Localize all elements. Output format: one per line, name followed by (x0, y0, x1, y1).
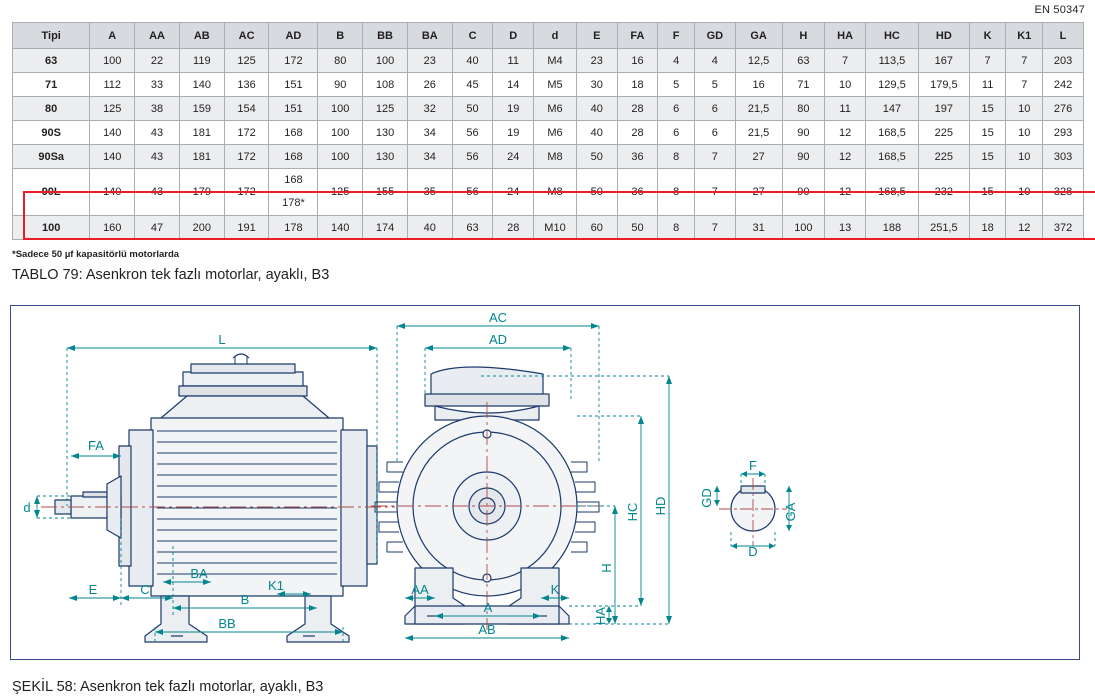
table-cell: M8 (534, 145, 577, 169)
table-cell: 168 (269, 145, 318, 169)
table-cell: 276 (1043, 97, 1084, 121)
table-cell: 7 (825, 49, 866, 73)
table-cell: 232 (918, 169, 969, 216)
table-cell: 90 (782, 121, 825, 145)
table-cell: 21,5 (735, 97, 782, 121)
table-cell: 10 (1006, 145, 1043, 169)
table-cell: 12 (825, 121, 866, 145)
table-cell: 71 (782, 73, 825, 97)
table-cell: 179,5 (918, 73, 969, 97)
table-cell: 151 (269, 73, 318, 97)
table-cell: 8 (658, 169, 695, 216)
dim-label-AD: AD (488, 332, 508, 347)
table-cell: 36 (617, 169, 658, 216)
table-cell: 100 (90, 49, 135, 73)
table-cell: 140 (318, 216, 363, 240)
table-header-ba: BA (407, 23, 452, 49)
table-row (13, 97, 1084, 121)
table-header-aa: AA (135, 23, 180, 49)
table-row (13, 169, 1084, 216)
table-header-ac: AC (224, 23, 269, 49)
table-cell: 60 (576, 216, 617, 240)
table-cell: M6 (534, 121, 577, 145)
table-cell: 19 (493, 121, 534, 145)
dim-label-HD: HD (653, 496, 668, 516)
table-cell: 47 (135, 216, 180, 240)
table-cell: 63 (782, 49, 825, 73)
table-cell: 140 (179, 73, 224, 97)
table-header-hd: HD (918, 23, 969, 49)
table-cell-type: 80 (13, 97, 90, 121)
table-header-k1: K1 (1006, 23, 1043, 49)
table-cell: 13 (825, 216, 866, 240)
table-cell-type: 90L (13, 169, 90, 216)
table-header-d: d (534, 23, 577, 49)
table-cell: 191 (224, 216, 269, 240)
dim-label-BA: BA (190, 566, 208, 581)
table-cell: 15 (969, 121, 1006, 145)
table-cell: 22 (135, 49, 180, 73)
table-cell: 30 (576, 73, 617, 97)
table-cell: 130 (363, 145, 408, 169)
technical-drawing-figure (10, 305, 1080, 660)
table-cell: 90 (782, 169, 825, 216)
table-cell: 125 (318, 169, 363, 216)
table-cell: 140 (90, 121, 135, 145)
table-cell: 125 (90, 97, 135, 121)
table-cell: 4 (658, 49, 695, 73)
table-cell: 23 (407, 49, 452, 73)
table-cell: 100 (363, 49, 408, 73)
table-cell: 8 (658, 216, 695, 240)
table-header-ab: AB (179, 23, 224, 49)
table-cell-type: 90S (13, 121, 90, 145)
table-cell: 100 (318, 121, 363, 145)
table-cell: 6 (658, 97, 695, 121)
table-cell: 6 (694, 97, 735, 121)
table-header-e: E (576, 23, 617, 49)
dim-label-F: F (749, 458, 757, 473)
table-cell: 112 (90, 73, 135, 97)
table-cell: 40 (576, 97, 617, 121)
dim-label-GD: GD (699, 488, 714, 508)
table-row (13, 216, 1084, 240)
table-cell: 178 (269, 216, 318, 240)
table-cell: 35 (407, 169, 452, 216)
table-header-tipi: Tipi (13, 23, 90, 49)
table-cell: 28 (617, 97, 658, 121)
dim-label-A: A (483, 600, 493, 615)
table-row (13, 145, 1084, 169)
table-cell: 119 (179, 49, 224, 73)
table-cell-type: 90Sa (13, 145, 90, 169)
table-cell (269, 169, 318, 216)
table-cell: 12,5 (735, 49, 782, 73)
table-cell: 168,5 (865, 169, 918, 216)
table-header-a: A (90, 23, 135, 49)
table-cell: 181 (179, 145, 224, 169)
dim-label-AC: AC (488, 310, 508, 325)
table-cell: 125 (224, 49, 269, 73)
table-cell: 5 (658, 73, 695, 97)
table-cell: 27 (735, 169, 782, 216)
dim-label-d: d (23, 500, 31, 515)
table-cell: 200 (179, 216, 224, 240)
table-header-ha: HA (825, 23, 866, 49)
dim-label-H: H (599, 563, 614, 573)
table-cell: 130 (363, 121, 408, 145)
table-cell-type: 71 (13, 73, 90, 97)
table-cell: 32 (407, 97, 452, 121)
table-cell: 172 (224, 121, 269, 145)
table-cell: 80 (782, 97, 825, 121)
table-cell: 7 (694, 169, 735, 216)
table-cell: M8 (534, 169, 577, 216)
table-cell: 168 (269, 121, 318, 145)
table-header-f: F (658, 23, 695, 49)
dim-label-FA: FA (88, 438, 104, 453)
table-cell: 328 (1043, 169, 1084, 216)
table-cell-sub: 168 (269, 169, 317, 192)
table-cell: 27 (735, 145, 782, 169)
table-cell: 43 (135, 169, 180, 216)
table-cell: 63 (452, 216, 493, 240)
table-cell: 129,5 (865, 73, 918, 97)
table-cell: 181 (179, 121, 224, 145)
table-cell: 7 (969, 49, 1006, 73)
table-cell: 10 (1006, 169, 1043, 216)
table-cell: 5 (694, 73, 735, 97)
table-cell: 21,5 (735, 121, 782, 145)
dim-label-D: D (748, 544, 758, 559)
table-cell: 10 (825, 73, 866, 97)
table-cell: 7 (694, 216, 735, 240)
table-cell: 168,5 (865, 145, 918, 169)
table-cell: 56 (452, 169, 493, 216)
table-cell: 19 (493, 97, 534, 121)
table-cell: 293 (1043, 121, 1084, 145)
table-cell: 159 (179, 97, 224, 121)
dim-label-AB: AB (478, 622, 496, 637)
table-cell: 50 (576, 169, 617, 216)
table-cell: 12 (825, 169, 866, 216)
table-cell: 56 (452, 145, 493, 169)
table-cell: 80 (318, 49, 363, 73)
table-cell: 7 (1006, 73, 1043, 97)
table-cell: 12 (825, 145, 866, 169)
table-cell: 151 (269, 97, 318, 121)
table-cell: 172 (224, 145, 269, 169)
table-cell: 43 (135, 121, 180, 145)
table-cell: 225 (918, 121, 969, 145)
table-cell: 8 (658, 145, 695, 169)
table-cell: 251,5 (918, 216, 969, 240)
table-cell: 15 (969, 169, 1006, 216)
table-cell: 242 (1043, 73, 1084, 97)
table-cell: M4 (534, 49, 577, 73)
table-cell: 160 (90, 216, 135, 240)
table-cell: 40 (576, 121, 617, 145)
table-cell: 6 (658, 121, 695, 145)
table-cell: 43 (135, 145, 180, 169)
table-header-ad: AD (269, 23, 318, 49)
table-cell: 31 (735, 216, 782, 240)
table-header-k: K (969, 23, 1006, 49)
table-cell: 6 (694, 121, 735, 145)
table-row (13, 49, 1084, 73)
table-row (13, 121, 1084, 145)
table-cell: 50 (617, 216, 658, 240)
dim-label-HC: HC (625, 502, 640, 522)
dim-label-HA: HA (593, 606, 608, 626)
table-cell: 50 (576, 145, 617, 169)
table-cell: 15 (969, 145, 1006, 169)
table-cell: 100 (318, 97, 363, 121)
dimension-table (12, 22, 1084, 240)
table-footnote: *Sadece 50 µf kapasitörlü motorlarda (12, 249, 180, 260)
dim-label-K: K (550, 582, 560, 597)
table-cell: 28 (493, 216, 534, 240)
dim-label-GA: GA (783, 502, 798, 522)
dim-label-C: C (140, 582, 150, 597)
table-cell: 10 (1006, 121, 1043, 145)
table-cell: 7 (1006, 49, 1043, 73)
table-cell: 172 (269, 49, 318, 73)
table-header-hc: HC (865, 23, 918, 49)
table-cell: 36 (617, 145, 658, 169)
table-cell: 225 (918, 145, 969, 169)
table-body (13, 49, 1084, 240)
table-cell: 90 (782, 145, 825, 169)
table-cell: 372 (1043, 216, 1084, 240)
table-cell: 34 (407, 121, 452, 145)
table-cell: 11 (969, 73, 1006, 97)
dimension-table-wrapper (12, 22, 1084, 240)
table-cell: 38 (135, 97, 180, 121)
table-cell: 140 (90, 145, 135, 169)
table-cell: 40 (407, 216, 452, 240)
table-header-fa: FA (617, 23, 658, 49)
table-cell: 4 (694, 49, 735, 73)
table-cell: 303 (1043, 145, 1084, 169)
table-header-b: B (318, 23, 363, 49)
table-cell: 18 (969, 216, 1006, 240)
table-cell: 100 (782, 216, 825, 240)
table-cell: 155 (363, 169, 408, 216)
table-cell: 154 (224, 97, 269, 121)
table-cell: 45 (452, 73, 493, 97)
table-cell: 7 (694, 145, 735, 169)
table-cell: 203 (1043, 49, 1084, 73)
table-header-row (13, 23, 1084, 49)
table-cell: 188 (865, 216, 918, 240)
table-cell-sub: 178* (282, 197, 305, 209)
table-cell: 11 (825, 97, 866, 121)
table-cell: 23 (576, 49, 617, 73)
table-row (13, 73, 1084, 97)
table-cell: 56 (452, 121, 493, 145)
table-cell: 172 (224, 169, 269, 216)
table-cell: M10 (534, 216, 577, 240)
dim-label-B: B (240, 592, 250, 607)
standard-code: EN 50347 (1034, 4, 1085, 16)
table-cell: 33 (135, 73, 180, 97)
table-cell: 167 (918, 49, 969, 73)
table-cell: 18 (617, 73, 658, 97)
table-cell: 10 (1006, 97, 1043, 121)
table-cell-type: 63 (13, 49, 90, 73)
table-cell: 14 (493, 73, 534, 97)
dim-label-BB: BB (218, 616, 236, 631)
table-header-h: H (782, 23, 825, 49)
table-cell: M5 (534, 73, 577, 97)
table-header-bb: BB (363, 23, 408, 49)
table-cell: 24 (493, 145, 534, 169)
table-cell: 147 (865, 97, 918, 121)
table-header-c: C (452, 23, 493, 49)
table-cell: 174 (363, 216, 408, 240)
table-cell: 140 (90, 169, 135, 216)
dim-label-L: L (218, 332, 226, 347)
table-cell: 40 (452, 49, 493, 73)
table-cell: 26 (407, 73, 452, 97)
table-header-d: D (493, 23, 534, 49)
table-cell: 125 (363, 97, 408, 121)
dim-label-AA: AA (411, 582, 429, 597)
table-caption: TABLO 79: Asenkron tek fazlı motorlar, ayaklı, B3 (12, 267, 330, 283)
table-cell: 11 (493, 49, 534, 73)
table-cell-type: 100 (13, 216, 90, 240)
table-cell: 168,5 (865, 121, 918, 145)
dim-label-K1: K1 (268, 578, 284, 593)
table-header-gd: GD (694, 23, 735, 49)
motor-drawing-svg (11, 306, 1079, 659)
table-cell: 24 (493, 169, 534, 216)
table-cell: 100 (318, 145, 363, 169)
table-cell: 16 (735, 73, 782, 97)
table-header-l: L (1043, 23, 1084, 49)
table-cell: 197 (918, 97, 969, 121)
table-cell: 179 (179, 169, 224, 216)
table-cell: 28 (617, 121, 658, 145)
table-header-ga: GA (735, 23, 782, 49)
table-cell: 15 (969, 97, 1006, 121)
table-cell: 12 (1006, 216, 1043, 240)
table-cell: 136 (224, 73, 269, 97)
dim-label-E: E (88, 582, 98, 597)
table-cell: 90 (318, 73, 363, 97)
table-cell: 108 (363, 73, 408, 97)
figure-caption: ŞEKİL 58: Asenkron tek fazlı motorlar, ayaklı, B3 (12, 679, 324, 695)
table-cell: 16 (617, 49, 658, 73)
table-cell: 113,5 (865, 49, 918, 73)
table-cell: M6 (534, 97, 577, 121)
table-cell: 50 (452, 97, 493, 121)
table-cell: 34 (407, 145, 452, 169)
